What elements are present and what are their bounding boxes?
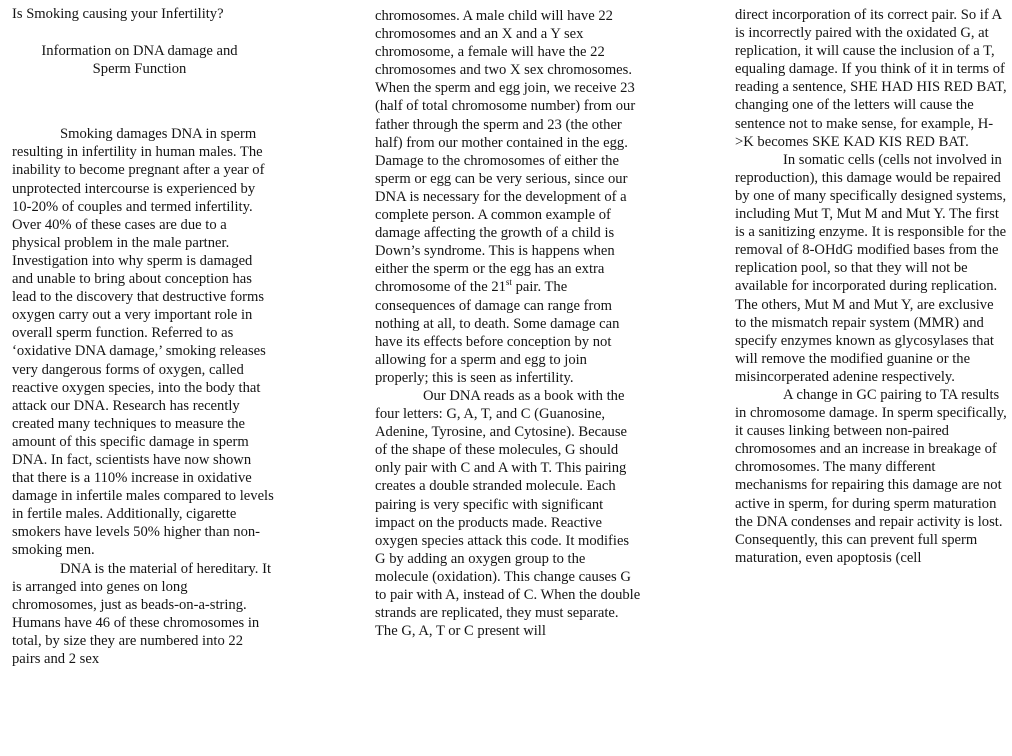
column-3	[735, 6, 1007, 567]
paragraph-chromosome-damage: A change in GC pairing to TA results in chromosome damage. In sperm specifically, it causes linking between non-paired chromosomes and an increase in breakage of chromosomes. The many different mechanisms for repairing this damage are not active in sperm, for during sperm maturation the DNA condenses and repair activity is lost. Consequently, this can prevent full sperm maturation, even apoptosis (cell	[735, 386, 1007, 566]
paragraph-chromosomes-text-b: pair. The consequences of damage can range from nothing at all, to death. Some damage can have its effects before conception by not allowing for a sperm and egg to join properly; this is seen as infertility.	[375, 279, 620, 386]
document-subtitle	[12, 42, 267, 78]
paragraph-chromosomes-text-a: chromosomes. A male child will have 22 chromosomes and an X and a Y sex chromosome, a female will have the 22 chromosomes and two X sex chromosomes. When the sperm and egg join, we receive 23 (half of total chromosome number) from our father through the sperm and 23 (the other half) from our mother contained in the egg. Damage to the chromosomes of either the sperm or egg can be very serious, since our DNA is necessary for the development of a complete person. A common example of damage affecting the growth of a child is Down’s syndrome. This is happens when either the sperm or the egg has an extra chromosome of the 21	[375, 8, 636, 296]
column-2	[375, 7, 641, 640]
subtitle-line-1: Information on DNA damage and	[41, 43, 238, 60]
column-1	[12, 5, 274, 668]
paragraph-dna-material: DNA is the material of hereditary. It is arranged into genes on long chromosomes, just as beads-on-a-string. Humans have 46 of these chromosomes in total, by size they are numbered into 22 pairs and 2 sex	[12, 560, 271, 667]
paragraph-pairing-example: direct incorporation of its correct pair. So if A is incorrectly paired with the oxidated G, at replication, it will cause the inclusion of a T, equaling damage. If you think of it in terms of reading a sentence, SHE HAD HIS RED BAT, changing one of the letters will cause the sentence not to make sense, for example, H- >K becomes SKE KAD KIS RED BAT.	[735, 7, 1007, 150]
subtitle-line-2: Sperm Function	[92, 61, 187, 78]
paragraph-smoking-damage: Smoking damages DNA in sperm resulting in infertility in human males. The inability to become pregnant after a year of unprotected intercourse is experienced by 10-20% of couples and termed infertility. Over 40% of these cases are due to a physical problem in the male partner. Investigation into why sperm is damaged and unable to bring about conception has lead to the discovery that destructive forms oxygen carry out a very important role in overall sperm function. Referred to as ‘oxidative DNA damage,’ smoking releases very dangerous forms of oxygen, called reactive oxygen species, into the body that attack our DNA. Research has recently created many techniques to measure the amount of this specific damage in sperm DNA. In fact, scientists have now shown that there is a 110% increase in oxidative damage in infertile males compared to levels in fertile males. Additionally, cigarette smokers have levels 50% higher than non-smoking men.	[12, 126, 274, 559]
paragraph-dna-letters: Our DNA reads as a book with the four letters: G, A, T, and C (Guanosine, Adenine, Tyrosine, and Cytosine). Because of the shape of these molecules, G should only pair with C and A with T. This pairing creates a double stranded molecule. Each pairing is very specific with significant impact on the products made. Reactive oxygen species attack this code. It modifies G by adding an oxygen group to the molecule (oxidation). This change causes G to pair with A, instead of C. When the double strands are replicated, they must separate. The G, A, T or C present will	[375, 387, 641, 640]
paragraph-chromosomes	[375, 7, 641, 387]
ordinal-superscript: st	[505, 277, 512, 288]
document-title: Is Smoking causing your Infertility?	[12, 6, 224, 22]
paragraph-somatic-repair: In somatic cells (cells not involved in reproduction), this damage would be repaired by one of many specifically designed systems, including Mut T, Mut M and Mut Y. The first is a sanitizing enzyme. It is responsible for the removal of 8-OHdG modified bases from the replication pool, so that they will not be available for incorporated during replication. The others, Mut M and Mut Y, are exclusive to the mismatch repair system (MMR) and specify enzymes known as glycosylases that will remove the modified guanine or the misincorperated adenine respectively.	[735, 151, 1007, 385]
